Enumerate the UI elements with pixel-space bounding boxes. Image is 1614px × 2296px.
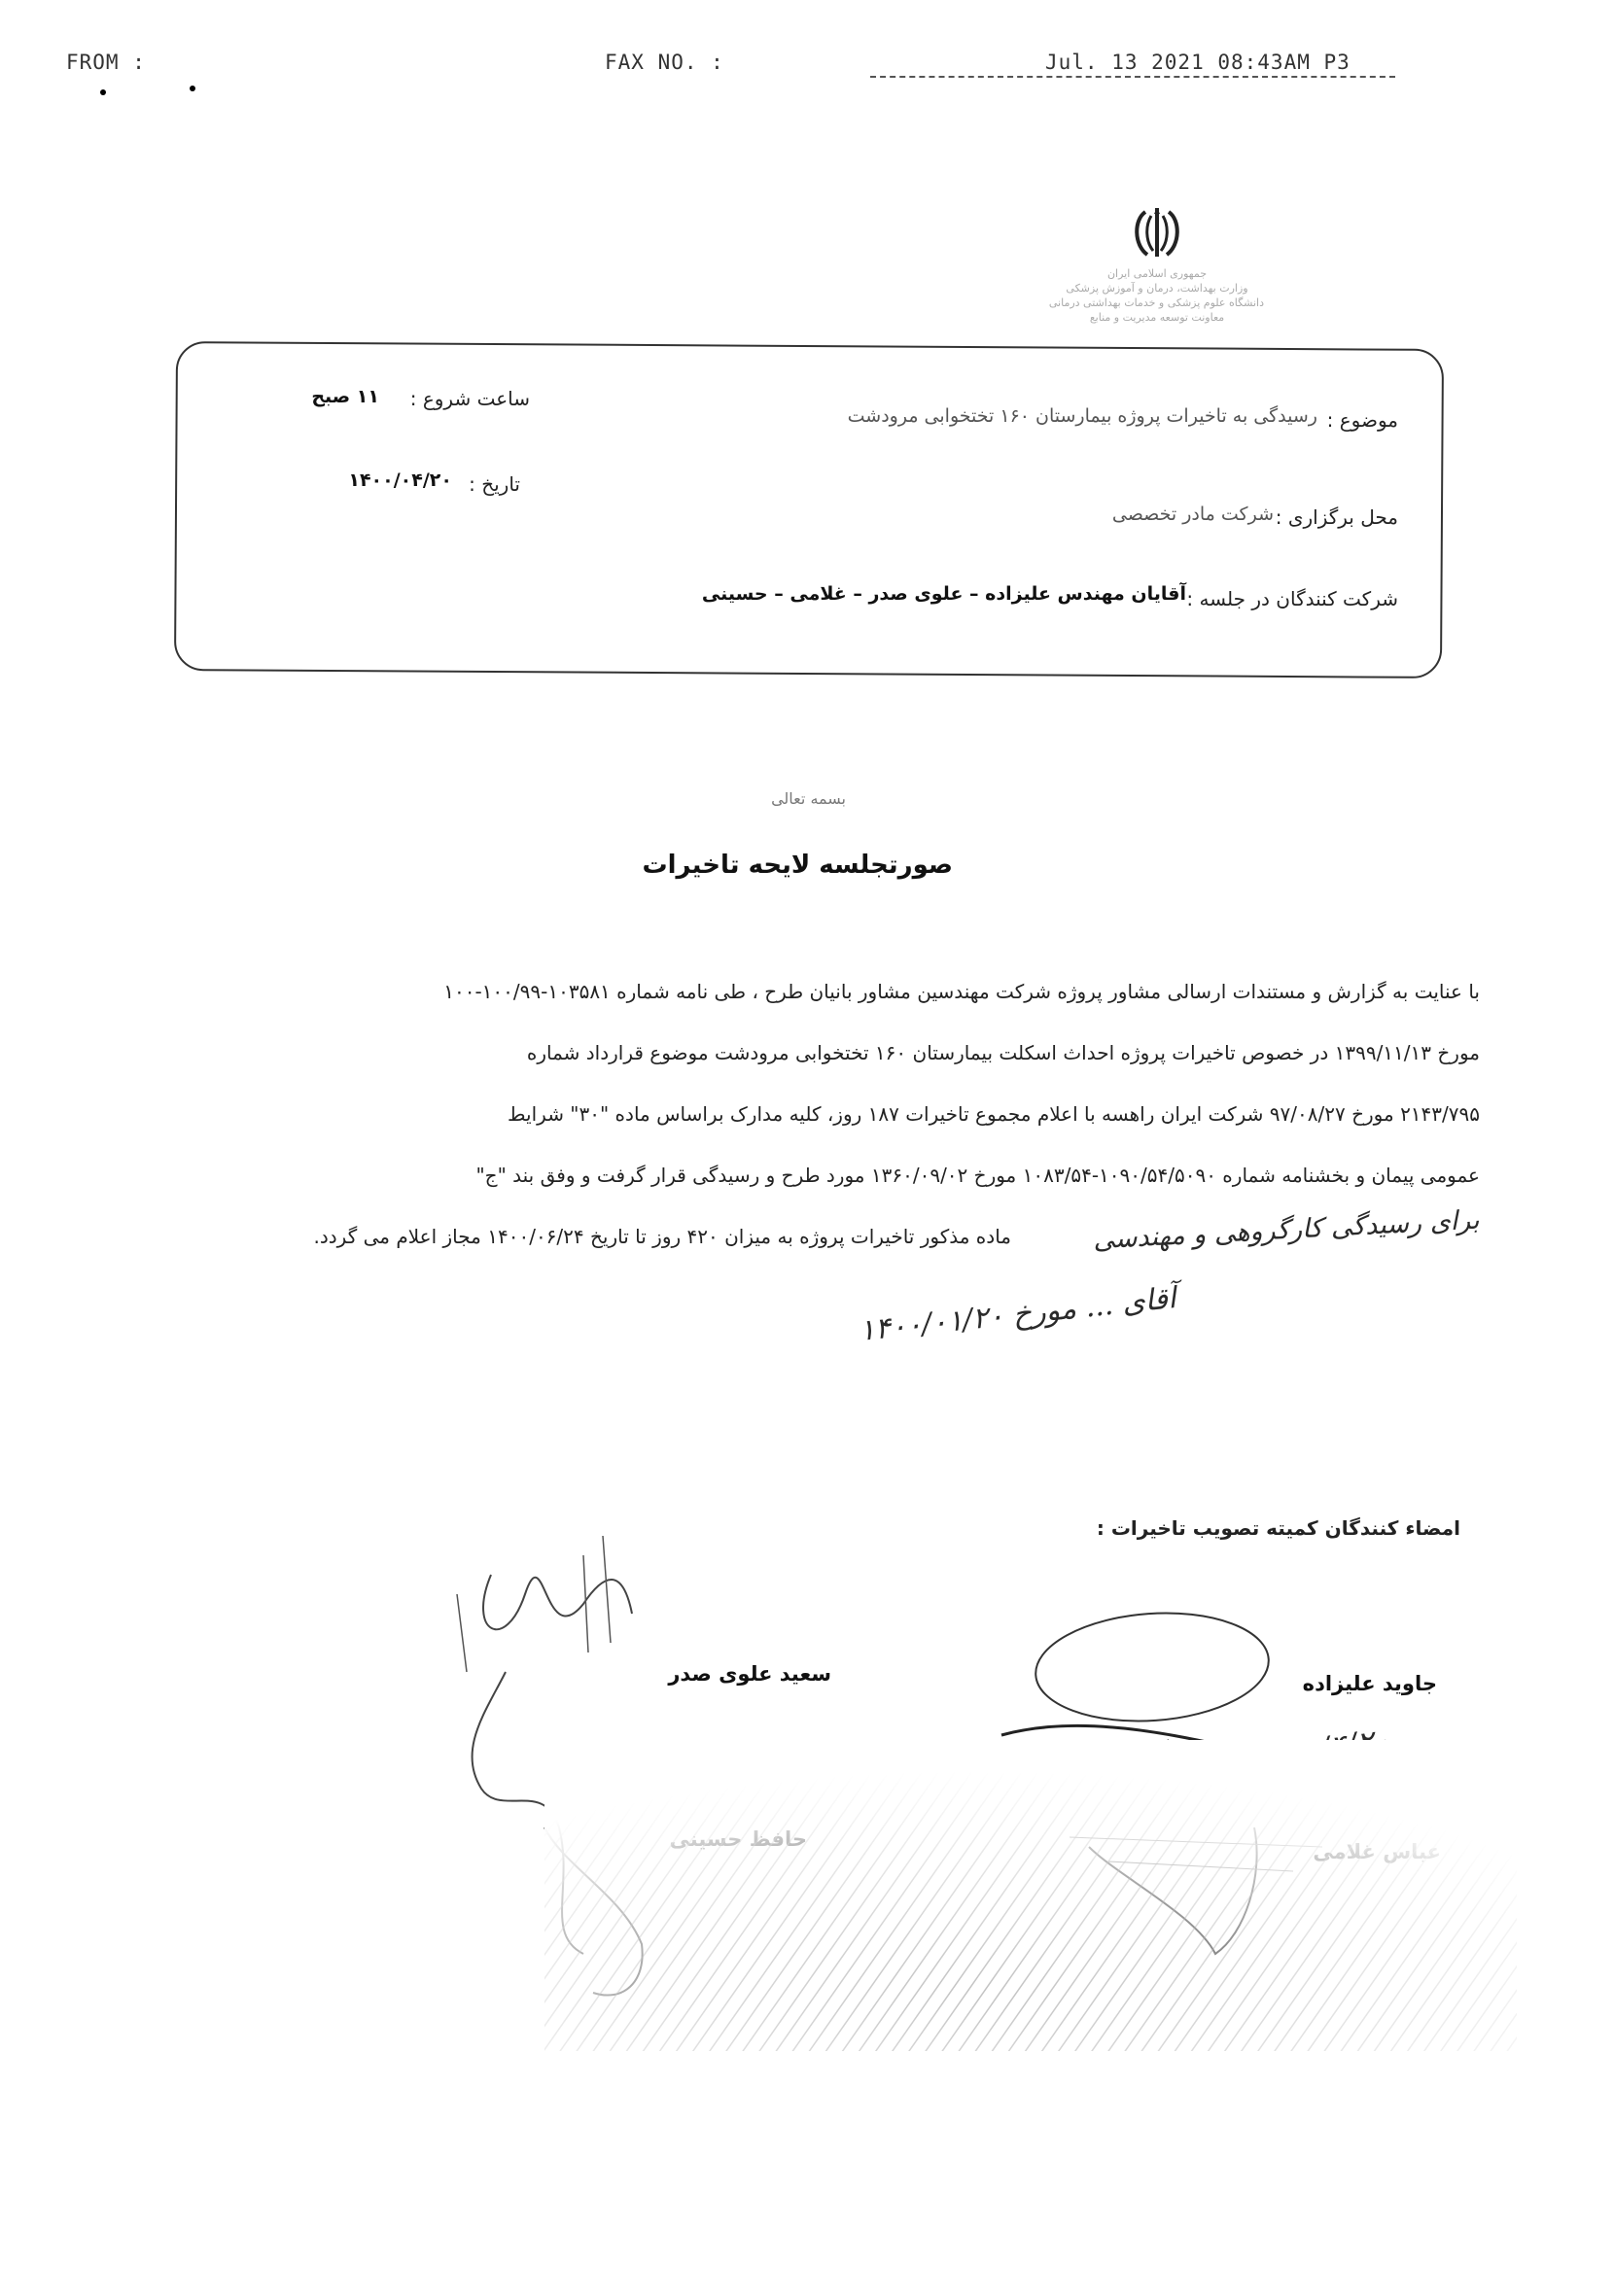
org-line: جمهوری اسلامی ایران [1106,267,1208,280]
date-label: تاریخ : [469,472,520,496]
body-line: عمومی پیمان و بخشنامه شماره ۱۰۹۰/۵۴/۵۰۹۰-۱۰۸۳/۵۴ مورخ ۱۳۶۰/۰۹/۰۲ مورد طرح و رسیدگی قرار گرفت و وفق بند "ج" [475,1164,1480,1187]
org-line: معاونت توسعه مدیریت و منابع [1089,311,1225,324]
venue-label: محل برگزاری : [1275,505,1398,529]
participants-label: شرکت کنندگان در جلسه : [1186,587,1398,610]
handwritten-note: برای رسیدگی کارگروهی و مهندسی [1092,1204,1481,1256]
date-value: ۱۴۰۰/۰۴/۲۰ [348,470,452,491]
signer-name: سعید علوی صدر [668,1662,831,1686]
start-time-value: ۱۱ صبح [311,386,379,407]
venue-value: شرکت مادر تخصصی [1111,504,1274,525]
body-line: ماده مذکور تاخیرات پروژه به میزان ۴۲۰ روز تا تاریخ ۱۴۰۰/۰۶/۲۴ مجاز اعلام می گردد. [313,1225,1011,1248]
fax-date-page: Jul. 13 2021 08:43AM P3 [1045,51,1351,74]
handwritten-note: آقای ... مورخ ۱۴۰۰/۰۱/۲۰ [858,1281,1177,1348]
body-line: مورخ ۱۳۹۹/۱۱/۱۳ در خصوص تاخیرات پروژه احداث اسکلت بیمارستان ۱۶۰ تختخوابی مرودشت موضوع قرارداد شماره [526,1041,1480,1064]
bismillah: بسمه تعالی [771,789,846,808]
org-line: دانشگاه علوم پزشکی و خدمات بهداشتی درمانی [1048,296,1264,309]
body-line: با عنایت به گزارش و مستندات ارسالی مشاور پروژه شرکت مهندسین مشاور بانیان طرح ، طی نامه شماره ۱۰۳۵۸۱-۱۰۰/۹۹-۱۰۰ [443,980,1480,1003]
org-line: وزارت بهداشت، درمان و آموزش پزشکی [1066,282,1248,295]
document-title: صورتجلسه لایحه تاخیرات [642,851,953,880]
signer-name: جاوید علیزاده [1302,1672,1437,1695]
signatures-heading: امضاء کنندگان کمیته تصویب تاخیرات : [1096,1516,1460,1540]
scan-noise-texture [544,1740,1517,2051]
subject-value: رسیدگی به تاخیرات پروژه بیمارستان ۱۶۰ تختخوابی مرودشت [847,405,1317,427]
fax-number-label: FAX NO. : [605,51,724,74]
fax-from-label: FROM : [66,51,146,74]
body-line: ۲۱۴۳/۷۹۵ مورخ ۹۷/۰۸/۲۷ شرکت ایران راهسه با اعلام مجموع تاخیرات ۱۸۷ روز، کلیه مدارک براساس ماده "۳۰" شرایط [508,1102,1480,1126]
participants-value: آقایان مهندس علیزاده – علوی صدر – غلامی – حسینی [701,583,1186,605]
subject-label: موضوع : [1326,408,1398,432]
start-time-label: ساعت شروع : [409,387,530,410]
